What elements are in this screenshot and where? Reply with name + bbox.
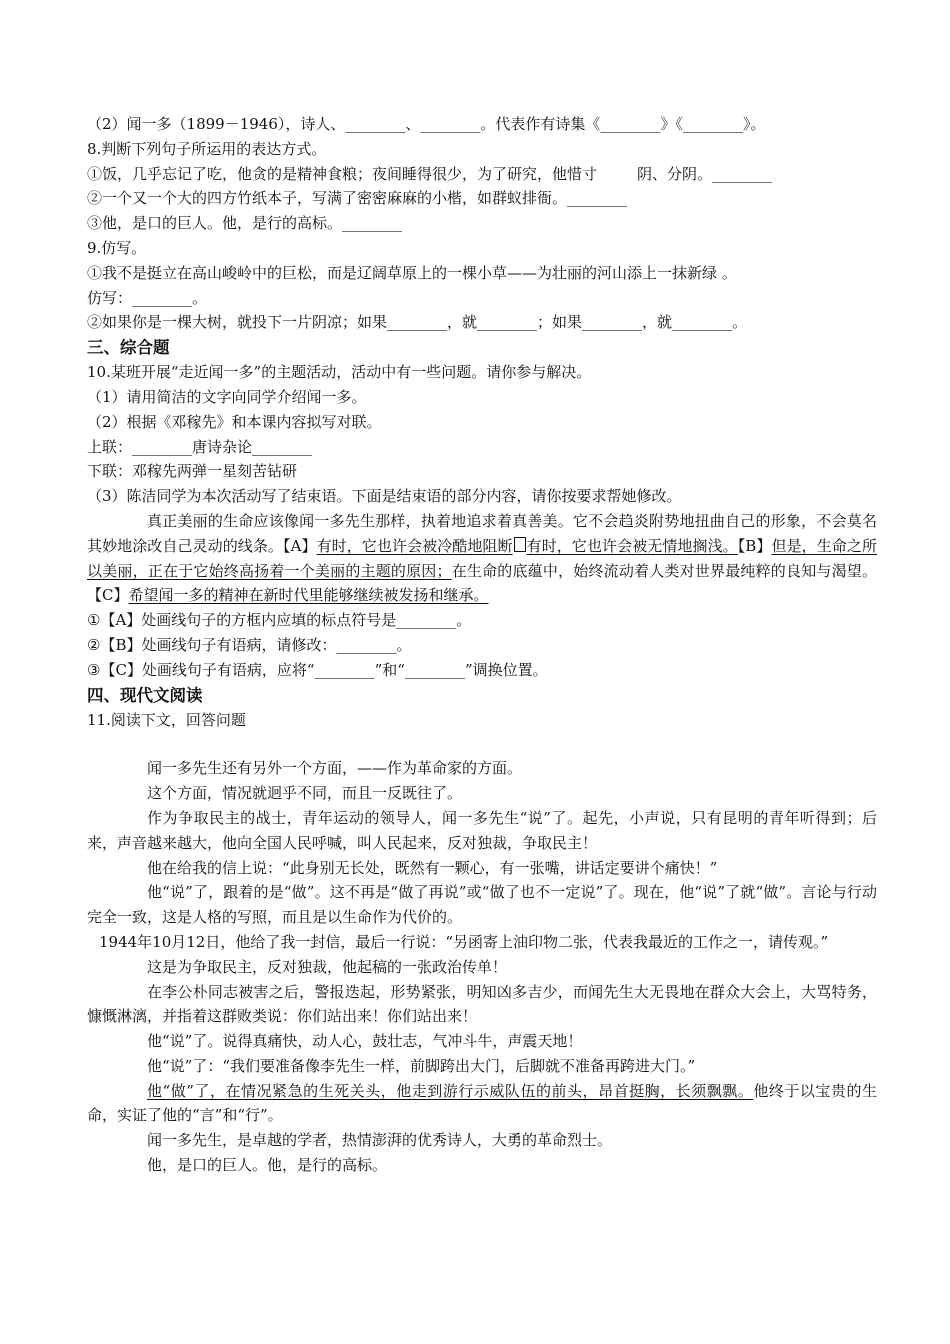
q7-part2: （2）闻一多（1899－1946），诗人、________、________。代表作有诗集《________》《________》。 [87, 115, 766, 133]
couplet-upper: 上联：________唐诗杂论________ [87, 437, 313, 456]
answer-blank[interactable]: ________ [342, 214, 403, 233]
q8-sentence-3: ③他，是口的巨人。他，是行的高标。________ [87, 214, 403, 233]
answer-blank[interactable]: ________ [477, 313, 538, 332]
q8-sentence-1: ①饭，几乎忘记了吃，他贪的是精神食粮；夜间睡得很少，为了研究，他惜寸 阴、分阴。________ [87, 164, 773, 183]
q9-sentence-1: ①我不是挺立在高山峻岭中的巨松，而是辽阔草原上的一棵小草——为壮丽的河山添上一抹新绿 。 [87, 263, 737, 282]
answer-blank[interactable]: ________ [396, 611, 457, 630]
q8-sentence-2: ②一个又一个大的四方竹纸本子，写满了密密麻麻的小楷，如群蚁排衙。________ [87, 189, 628, 208]
answer-blank[interactable]: ________ [387, 313, 448, 332]
answer-blank[interactable]: ________ [404, 660, 465, 679]
passage-paragraph: 闻一多先生，是卓越的学者，热情澎湃的优秀诗人，大勇的革命烈士。 [147, 1131, 613, 1150]
answer-blank[interactable]: ________ [712, 164, 773, 183]
q10-part3: （3）陈洁同学为本次活动写了结束语。下面是结束语的部分内容，请你按要求帮她修改。 [87, 487, 682, 506]
q10-sub-b: ②【B】处画线句子有语病，请修改：________。 [87, 635, 412, 654]
answer-blank[interactable]: ________ [567, 189, 628, 208]
section-heading-3: 三、综合题 [87, 338, 170, 358]
passage-paragraph: 在李公朴同志被害之后，警报迭起，形势紧张，明知凶多吉少，而闻先生大无畏地在群众大会上，大骂特务，慷慨淋漓，并指着这群败类说：你们站出来！你们站出来！ [87, 982, 877, 1026]
q10-sub-a: ①【A】处画线句子的方框内应填的标点符号是________。 [87, 611, 472, 630]
answer-blank[interactable]: ________ [672, 313, 733, 332]
answer-blank[interactable]: ________ [600, 115, 661, 133]
answer-blank[interactable]: ________ [682, 115, 743, 133]
punctuation-box[interactable] [514, 537, 526, 552]
answer-blank[interactable]: ________ [582, 313, 643, 332]
q11-title: 11.阅读下文，回答问题 [87, 710, 246, 729]
q8-title: 8.判断下列句子所运用的表达方式。 [87, 139, 327, 158]
answer-blank[interactable]: ________ [314, 660, 375, 679]
passage-paragraph: 他“做”了，在情况紧急的生死关头，他走到游行示威队伍的前头，昂首挺胸，长须飘飘。他终于以宝贵的生命，实证了他的“言”和“行”。 [87, 1081, 877, 1125]
q9-title: 9.仿写。 [87, 238, 147, 257]
underlined-sentence-b: 但是，生命之所以美丽，正在于它始终高扬着一个美丽的主题的原因； [87, 536, 877, 580]
couplet-lower: 下联：邓稼先两弹一星刻苦钻研 [87, 462, 298, 481]
passage-paragraph: 这是为争取民主，反对独裁，他起稿的一张政治传单！ [147, 957, 508, 976]
answer-blank[interactable]: ________ [132, 437, 193, 456]
answer-blank[interactable]: ________ [420, 115, 481, 133]
q10-part1: （1）请用简洁的文字向同学介绍闻一多。 [87, 387, 367, 406]
q10-sub-c: ③【C】处画线句子有语病，应将“________”和“________”调换位置。 [87, 660, 548, 679]
passage-paragraph: 他“说”了。说得真痛快，动人心，鼓壮志，气冲斗牛，声震天地！ [147, 1032, 583, 1051]
underlined-sentence-c: 希望闻一多的精神在新时代里能够继续被发扬和继承。 [128, 586, 489, 605]
answer-blank[interactable]: ________ [336, 635, 397, 654]
passage-paragraph: 闻一多先生还有另外一个方面，——作为革命家的方面。 [147, 759, 523, 778]
document-page [87, 112, 877, 1178]
passage-paragraph: 这个方面，情况就迥乎不同，而且一反既往了。 [147, 784, 463, 803]
underlined-sentence-a: 有时，它也许会被冷酷地阻断 有时，它也许会被无情地搁浅。 [316, 536, 738, 555]
underlined-passage-sentence: 他“做”了，在情况紧急的生死关头，他走到游行示威队伍的前头，昂首挺胸，长须飘飘。 [147, 1081, 754, 1100]
q10-title: 10.某班开展“走近闻一多”的主题活动，活动中有一些问题。请你参与解决。 [87, 363, 592, 382]
passage-paragraph: 他，是口的巨人。他，是行的高标。 [147, 1156, 388, 1175]
q9-sentence-2: ②如果你是一棵大树，就投下一片阴凉；如果________，就________；如果________，就________。 [87, 313, 748, 332]
closing-remarks-paragraph: 真正美丽的生命应该像闻一多先生那样，执着地追求着真善美。它不会趋炎附势地扭曲自己的形象，不会莫名其妙地涂改自己灵动的线条。【A】有时，它也许会被冷酷地阻断 有时，它也许会被无情地搁浅。【B】但是，生命之所以美丽，正在于它始终高扬着一个美丽的主题的原因；在生命的底蕴中，始终流动着人类对世界最纯粹的良知与渴望。【C】希望闻一多的精神在新时代里能够继续被发扬和继承。 [87, 511, 877, 605]
passage-paragraph: 他“说”了：“我们要准备像李先生一样，前脚跨出大门，后脚就不准备再跨进大门。” [147, 1056, 696, 1075]
passage-paragraph: 他在给我的信上说：“此身别无长处，既然有一颗心，有一张嘴，讲话定要讲个痛快！” [147, 858, 718, 877]
answer-blank[interactable]: ________ [252, 437, 313, 456]
passage-paragraph: 作为争取民主的战士，青年运动的领导人，闻一多先生“说”了。起先，小声说，只有昆明的青年听得到；后来，声音越来越大，他向全国人民呼喊，叫人民起来，反对独裁，争取民主！ [87, 808, 877, 852]
answer-blank[interactable]: ________ [132, 288, 193, 307]
q10-part2: （2）根据《邓稼先》和本课内容拟写对联。 [87, 412, 382, 431]
passage-paragraph: 他“说”了，跟着的是“做”。这不再是“做了再说”或“做了也不一定说”了。现在，他“说”了就“做”。言论与行动完全一致，这是人格的写照，而且是以生命作为代价的。 [87, 883, 877, 927]
section-heading-4: 四、现代文阅读 [87, 685, 203, 705]
answer-blank[interactable]: ________ [345, 115, 406, 133]
passage-paragraph: 1944年10月12日，他给了我一封信，最后一行说：“另函寄上油印物二张，代表我最近的工作之一，请传观。” [99, 932, 829, 951]
q9-imitation: 仿写：________。 [87, 288, 208, 307]
